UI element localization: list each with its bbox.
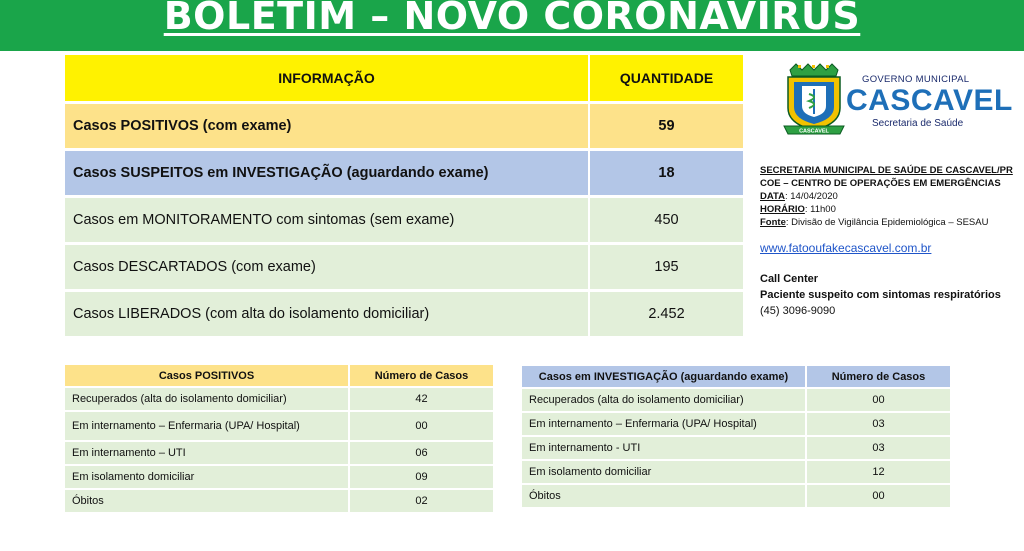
- header-informacao: INFORMAÇÃO: [65, 55, 589, 102]
- row-label: Em internamento – Enfermaria (UPA/ Hospital): [65, 411, 349, 441]
- table-row: [65, 411, 494, 441]
- positivos-table: [65, 365, 495, 514]
- investigacao-header: [522, 366, 951, 388]
- header-quantidade: QUANTIDADE: [589, 55, 744, 102]
- svg-text:CASCAVEL: CASCAVEL: [799, 128, 829, 135]
- row-value: 03: [806, 436, 951, 460]
- table-row: [65, 489, 494, 513]
- row-value: 02: [349, 489, 494, 513]
- table-row: [65, 102, 744, 149]
- row-label: Recuperados (alta do isolamento domiciliar): [522, 388, 806, 412]
- call-center-phone: (45) 3096-9090: [760, 305, 836, 317]
- row-value: 59: [589, 102, 744, 149]
- row-label: Óbitos: [522, 484, 806, 508]
- info-secretaria-line: SECRETARIA MUNICIPAL DE SAÚDE DE CASCAVEL/PR: [760, 165, 1013, 176]
- table-row: [65, 387, 494, 411]
- fato-ou-fake-link[interactable]: www.fatooufakecascavel.com.br: [760, 241, 932, 255]
- logo-city-name: CASCAVEL: [846, 84, 1013, 117]
- call-center-title: Call Center: [760, 273, 819, 285]
- logo-government-label: GOVERNO MUNICIPAL: [862, 74, 970, 85]
- row-label: Casos em MONITORAMENTO com sintomas (sem exame): [65, 196, 589, 243]
- table-row: [65, 196, 744, 243]
- cascavel-logo: [780, 62, 1013, 142]
- table-row: [65, 290, 744, 337]
- header-casos-positivos: Casos POSITIVOS: [65, 365, 349, 387]
- row-value: 00: [349, 411, 494, 441]
- header-casos-investigacao: Casos em INVESTIGAÇÃO (aguardando exame): [522, 366, 806, 388]
- info-date: DATA: 14/04/2020: [760, 191, 838, 202]
- info-source: Fonte: Divisão de Vigilância Epidemiológica – SESAU: [760, 217, 989, 228]
- title-banner: [0, 0, 1024, 51]
- row-value: 06: [349, 441, 494, 465]
- row-value: 2.452: [589, 290, 744, 337]
- call-center-subtitle: Paciente suspeito com sintomas respiratórios: [760, 289, 1001, 301]
- row-label: Em internamento – UTI: [65, 441, 349, 465]
- table-row: [65, 441, 494, 465]
- row-value: 03: [806, 412, 951, 436]
- positivos-header: [65, 365, 494, 387]
- row-value: 18: [589, 149, 744, 196]
- main-summary-table: [65, 55, 745, 339]
- info-coe-line: COE – CENTRO DE OPERAÇÕES EM EMERGÊNCIAS: [760, 178, 1001, 189]
- row-label: Casos POSITIVOS (com exame): [65, 102, 589, 149]
- row-label: Em internamento - UTI: [522, 436, 806, 460]
- row-label: Casos SUSPEITOS em INVESTIGAÇÃO (aguardando exame): [65, 149, 589, 196]
- info-time: HORÁRIO: 11h00: [760, 204, 836, 215]
- table-row: [522, 460, 951, 484]
- row-value: 195: [589, 243, 744, 290]
- row-value: 09: [349, 465, 494, 489]
- row-value: 00: [806, 388, 951, 412]
- table-row: [522, 484, 951, 508]
- row-label: Óbitos: [65, 489, 349, 513]
- row-value: 450: [589, 196, 744, 243]
- row-value: 12: [806, 460, 951, 484]
- table-row: [522, 412, 951, 436]
- header-numero-casos: Número de Casos: [349, 365, 494, 387]
- page-title: BOLETIM – NOVO CORONAVIRUS: [163, 0, 861, 38]
- row-value: 00: [806, 484, 951, 508]
- row-label: Em isolamento domiciliar: [65, 465, 349, 489]
- header-numero-casos: Número de Casos: [806, 366, 951, 388]
- main-table-header: [65, 55, 744, 102]
- row-label: Recuperados (alta do isolamento domiciliar): [65, 387, 349, 411]
- table-row: [65, 465, 494, 489]
- investigacao-table: [522, 366, 952, 509]
- row-value: 42: [349, 387, 494, 411]
- row-label: Casos DESCARTADOS (com exame): [65, 243, 589, 290]
- table-row: [65, 243, 744, 290]
- logo-secretaria-label: Secretaria de Saúde: [872, 118, 964, 129]
- city-coat-of-arms-icon: [780, 62, 848, 138]
- table-row: [65, 149, 744, 196]
- table-row: [522, 388, 951, 412]
- row-label: Em internamento – Enfermaria (UPA/ Hospital): [522, 412, 806, 436]
- table-row: [522, 436, 951, 460]
- row-label: Casos LIBERADOS (com alta do isolamento domiciliar): [65, 290, 589, 337]
- row-label: Em isolamento domiciliar: [522, 460, 806, 484]
